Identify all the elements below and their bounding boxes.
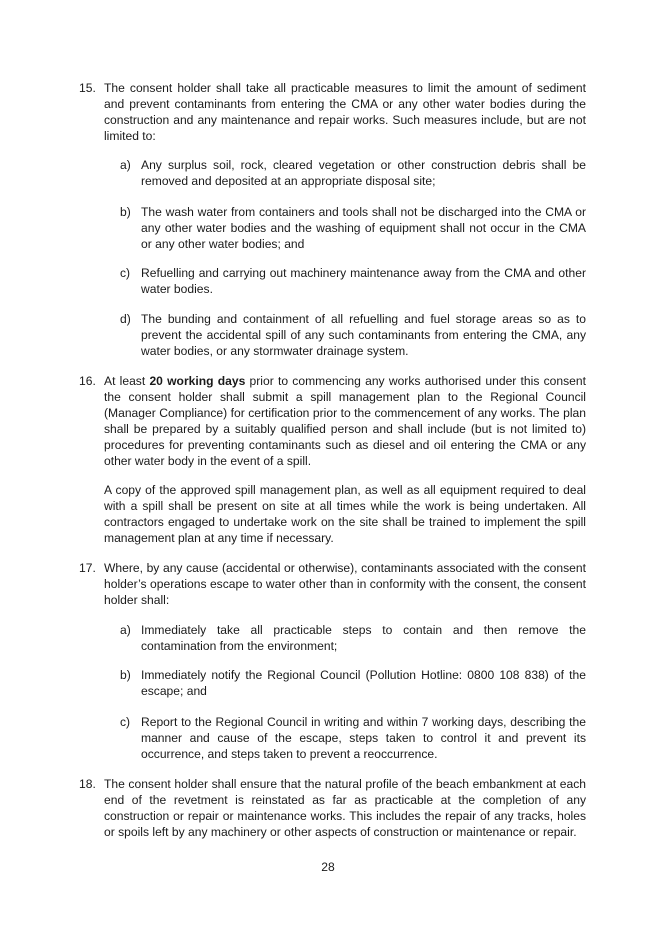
clause-number: 18. [79, 777, 96, 791]
item-letter: b) [120, 668, 131, 682]
clause-text-lead: At least [104, 374, 150, 388]
item-letter: a) [120, 623, 131, 637]
clause-text: A copy of the approved spill management plan, as well as all equipment required to deal with a spill shall be present on site at all times while the work is being undertaken. All contractors engaged to undertake work on the site shall be trained to implement the spill management plan at any time if necessary. [104, 483, 586, 545]
clause-text [104, 373, 586, 469]
clause-number: 15. [79, 81, 96, 95]
clause-text: The consent holder shall take all practicable measures to limit the amount of sediment and prevent contaminants from entering the CMA or any other water bodies during the construction and any maintenance and repair works. Such measures include, but are not limited to: [104, 81, 586, 143]
item-text: The wash water from containers and tools shall not be discharged into the CMA or any other water bodies and the washing of equipment shall not occur in the CMA or any other water bodies; and [141, 205, 586, 251]
item-letter: b) [120, 205, 131, 219]
item-text: The bunding and containment of all refuelling and fuel storage areas so as to prevent the accidental spill of any such contaminants from entering the CMA, any water bodies, or any stormwater drainage system. [141, 312, 586, 358]
item-text: Immediately take all practicable steps to contain and then remove the contamination from the environment; [141, 623, 586, 653]
item-text: Immediately notify the Regional Council (Pollution Hotline: 0800 108 838) of the escape; and [141, 668, 586, 698]
item-letter: c) [120, 715, 131, 729]
item-letter: a) [120, 158, 131, 172]
item-letter: c) [120, 266, 131, 280]
clause-text: Where, by any cause (accidental or otherwise), contaminants associated with the consent holder’s operations escape to water other than in conformity with the consent, the consent holder shall: [104, 561, 586, 607]
page-number: 28 [321, 860, 335, 874]
item-letter: d) [120, 312, 131, 326]
item-text: Refuelling and carrying out machinery maintenance away from the CMA and other water bodies. [141, 266, 586, 296]
clause-text-body: prior to commencing any works authorised under this consent the consent holder shall submit a spill management plan to the Regional Council (Manager Compliance) for certification prior to the commencement of any works. The plan shall be prepared by a suitably qualified person and shall include (but is not limited to) procedures for preventing contaminants such as diesel and oil entering the CMA or any other water body in the event of a spill. [104, 374, 586, 468]
item-text: Any surplus soil, rock, cleared vegetation or other construction debris shall be removed and deposited at an appropriate disposal site; [141, 158, 586, 188]
item-text: Report to the Regional Council in writing and within 7 working days, describing the manner and cause of the escape, steps taken to control it and prevent its occurrence, and steps taken to prevent a reoccurrence. [141, 715, 586, 761]
clause-number: 17. [79, 561, 96, 575]
deadline-emphasis: 20 working days [149, 374, 246, 388]
clause-text: The consent holder shall ensure that the natural profile of the beach embankment at each end of the revetment is reinstated as far as practicable at the completion of any construction or repair or maintenance works. This includes the repair of any tracks, holes or spoils left by any machinery or other aspects of construction or maintenance or repair. [104, 777, 586, 839]
clause-number: 16. [79, 374, 96, 388]
